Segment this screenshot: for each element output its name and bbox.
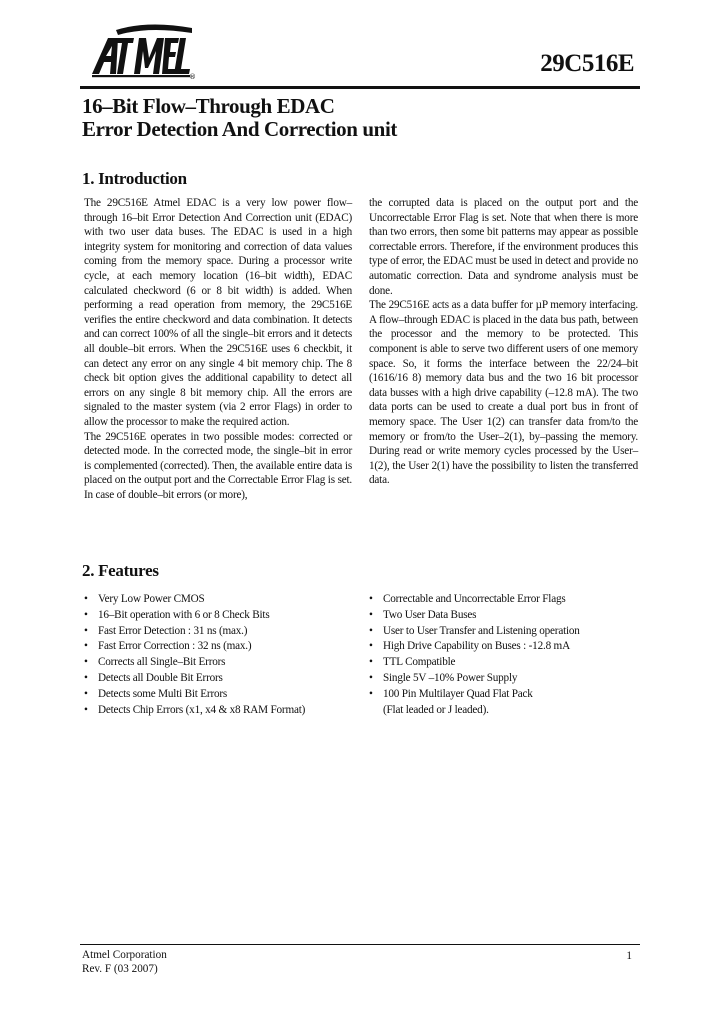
feature-text-continuation: (Flat leaded or J leaded).: [383, 703, 489, 716]
list-item: [369, 624, 639, 640]
document-title: [82, 95, 397, 141]
bullet-icon: •: [84, 608, 88, 621]
bullet-icon: •: [84, 687, 88, 700]
footer-revision: Rev. F (03 2007): [82, 963, 158, 975]
bullet-icon: •: [369, 608, 373, 621]
list-item: [369, 639, 639, 655]
feature-text: Correctable and Uncorrectable Error Flags: [383, 593, 566, 605]
list-item: [84, 655, 354, 671]
footer-divider: [80, 944, 640, 945]
page-number: 1: [626, 950, 632, 962]
list-item: [84, 687, 354, 703]
footer-company: Atmel Corporation: [82, 949, 167, 961]
intro-paragraph: The 29C516E acts as a data buffer for µP memory interfacing. A flow–through EDAC is placed in the data bus path, between the processor and the memory to be protected. This component is able to serve two different users of one memory space. So, it forms the interface between the 22/24–bit (1616/16 8) memory data bus and the two 16 bit processor data busses with a high drive capability (–12.8 mA). The two data ports can be used to create a dual port bus in front of memory space. The User 1(2) can transfer data from/to the memory or from/to the User–2(1), by–passing the memory. During read or write memory cycles processed by the User–1(2), the User 2(1) have the possibility to listen the transferred data.: [369, 299, 638, 487]
list-item: [84, 671, 354, 687]
list-item: [369, 608, 639, 624]
title-line-1: 16–Bit Flow–Through EDAC: [82, 94, 335, 118]
list-item: [84, 624, 354, 640]
bullet-icon: •: [84, 656, 88, 669]
bullet-icon: •: [84, 640, 88, 653]
feature-text: High Drive Capability on Buses : -12.8 mA: [383, 640, 570, 653]
feature-text: Two User Data Buses: [383, 608, 477, 621]
list-item: [369, 592, 639, 608]
registered-mark: ®: [189, 73, 196, 80]
title-line-2: Error Detection And Correction unit: [82, 117, 397, 141]
footer-info: [82, 948, 167, 976]
bullet-icon: •: [84, 593, 88, 605]
feature-text: Fast Error Detection : 31 ns (max.): [98, 624, 248, 637]
features-heading: 2. Features: [82, 561, 159, 580]
bullet-icon: •: [369, 593, 373, 605]
feature-text: Very Low Power CMOS: [98, 593, 205, 605]
intro-paragraph: The 29C516E operates in two possible modes: corrected or detected mode. In the corrected mode, the single–bit in error is complemented (corrected). Then, the available entire data is placed on the output port and the Correctable Error Flag is set. In case of double–bit errors (or more),: [84, 430, 352, 501]
list-item: [84, 608, 354, 624]
feature-text: 100 Pin Multilayer Quad Flat Pack: [383, 687, 533, 700]
logo-mark-graphic: [92, 24, 192, 77]
intro-left-column: [84, 196, 352, 502]
intro-paragraph: The 29C516E Atmel EDAC is a very low power flow–through 16–bit Error Detection And Correction unit (EDAC) with two user data buses. The EDAC is used in a high integrity system for monitoring and correction of data values coming from the memory space. During a processor write cycle, at each memory location (16–bit width), EDAC calculated checkword (6 or 8 bit width) is added. When performing a read operation from memory, the 29C516E verifies the entire checkword and data combination. It detects and can correct 100% of all the single–bit errors and it detects all double–bit errors. When the 29C516E uses 6 checkbit, it can detect any error on any single 4 bit memory chip. The 8 check bit option gives the additional capability to detect all errors on any single 8 bit memory chip. All the errors are signaled to the master system (via 2 error Flags) in order to allow the processor to make the required action.: [84, 197, 352, 428]
intro-paragraph: the corrupted data is placed on the output port and the Uncorrectable Error Flag is set. Note that when there is more than two errors, then some bit patterns may appear as possible correctable errors. Therefore, if the environment produces this type of error, the EDAC must be used in detect and provide no automatic correction. Data and syndrome analysis must be done.: [369, 197, 638, 297]
feature-text: Detects some Multi Bit Errors: [98, 687, 228, 700]
feature-text: Single 5V –10% Power Supply: [383, 671, 518, 684]
bullet-icon: •: [369, 656, 373, 669]
bullet-icon: •: [84, 624, 88, 637]
feature-text: Detects all Double Bit Errors: [98, 671, 223, 684]
list-item: [369, 687, 639, 719]
feature-text: Detects Chip Errors (x1, x4 & x8 RAM Format): [98, 703, 306, 716]
list-item: [369, 655, 639, 671]
feature-text: 16–Bit operation with 6 or 8 Check Bits: [98, 608, 270, 621]
feature-text: Corrects all Single–Bit Errors: [98, 656, 226, 669]
bullet-icon: •: [369, 671, 373, 684]
bullet-icon: •: [369, 624, 373, 637]
bullet-icon: •: [84, 703, 88, 716]
features-left-list: [84, 592, 354, 718]
list-item: [84, 592, 354, 608]
atmel-logo: [86, 24, 198, 80]
feature-text: User to User Transfer and Listening operation: [383, 624, 580, 637]
intro-right-column: [369, 196, 638, 488]
feature-text: TTL Compatible: [383, 656, 456, 669]
features-right-list: [369, 592, 639, 718]
feature-text: Fast Error Correction : 32 ns (max.): [98, 640, 252, 653]
bullet-icon: •: [369, 687, 373, 700]
header-divider: [80, 86, 640, 89]
bullet-icon: •: [84, 671, 88, 684]
part-number: 29C516E: [540, 50, 634, 77]
list-item: [84, 639, 354, 655]
bullet-icon: •: [369, 640, 373, 653]
list-item: [84, 703, 354, 719]
list-item: [369, 671, 639, 687]
introduction-heading: 1. Introduction: [82, 169, 187, 188]
